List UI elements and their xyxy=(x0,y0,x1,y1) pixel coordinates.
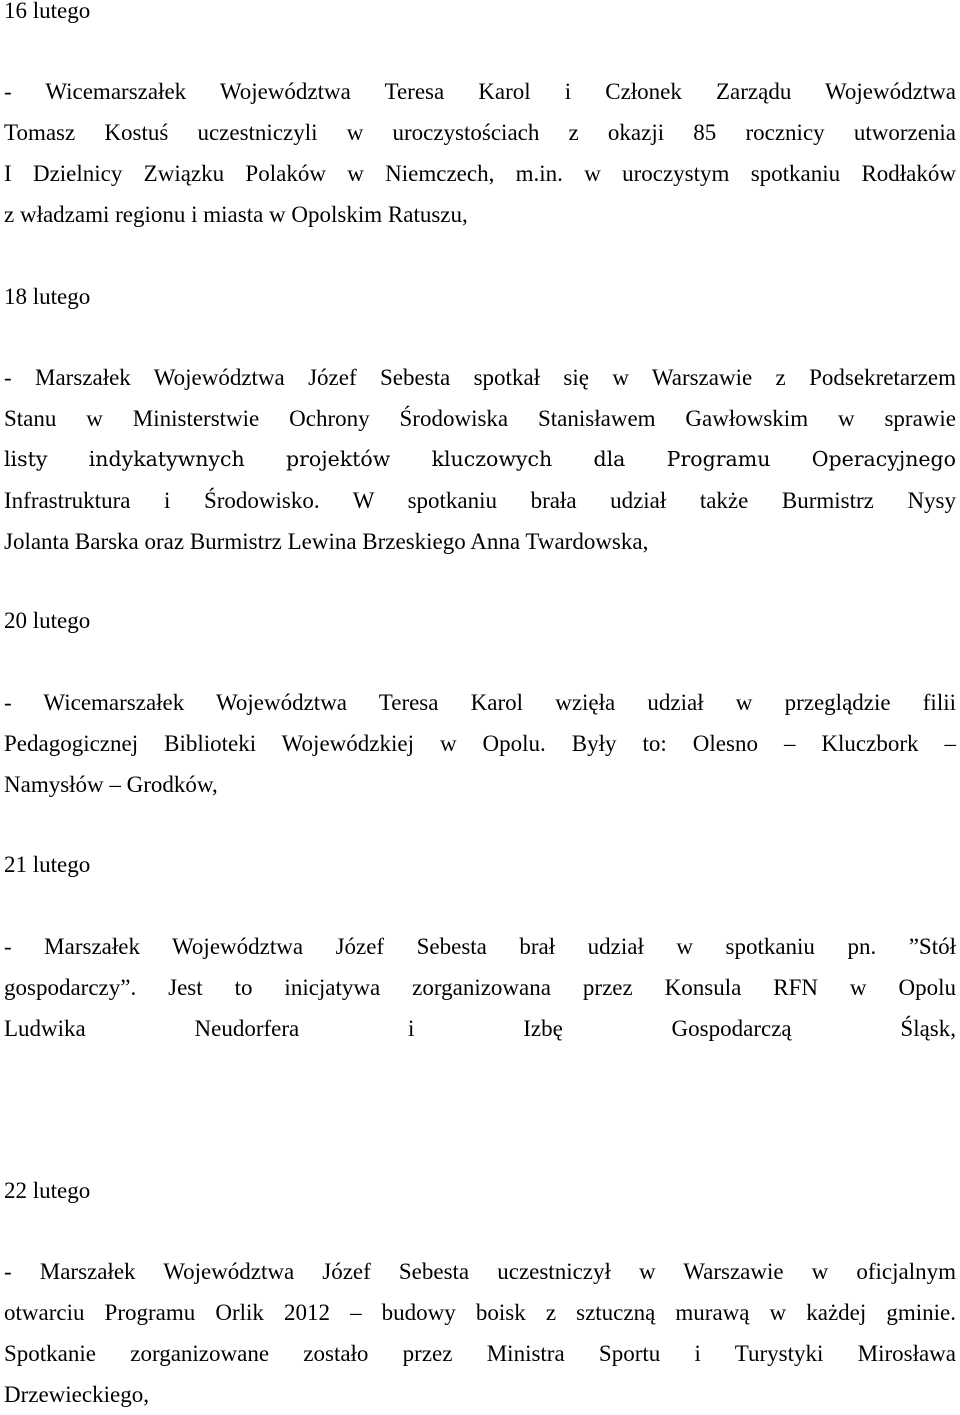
paragraph-line: - Wicemarszałek Województwa Teresa Karol wzięła udział w przeglądzie filii xyxy=(4,690,956,715)
paragraph-line: - Marszałek Województwa Józef Sebesta spotkał się w Warszawie z Podsekretarzem xyxy=(4,365,956,390)
paragraph-line: z władzami regionu i miasta w Opolskim Ratuszu, xyxy=(4,202,468,227)
paragraph-line: Namysłów – Grodków, xyxy=(4,772,218,797)
paragraph-line: Spotkanie zorganizowane zostało przez Ministra Sportu i Turystyki Mirosława xyxy=(4,1341,956,1366)
paragraph-line: Ludwika Neudorfera i Izbę Gospodarczą Śląsk, xyxy=(4,1016,956,1041)
paragraph-line: Jolanta Barska oraz Burmistrz Lewina Brzeskiego Anna Twardowska, xyxy=(4,529,649,554)
entry-paragraph xyxy=(4,1251,956,1415)
paragraph-line: Pedagogicznej Biblioteki Wojewódzkiej w Opolu. Były to: Olesno – Kluczbork – xyxy=(4,731,956,756)
entry-paragraph xyxy=(4,926,956,1049)
entry-date: 21 lutego xyxy=(4,852,91,877)
entry-date: 20 lutego xyxy=(4,608,91,633)
paragraph-line: otwarciu Programu Orlik 2012 – budowy boisk z sztuczną murawą w każdej gminie. xyxy=(4,1300,956,1325)
paragraph-line: Drzewieckiego, xyxy=(4,1382,149,1407)
paragraph-line: - Marszałek Województwa Józef Sebesta uczestniczył w Warszawie w oficjalnym xyxy=(4,1259,956,1284)
entry-paragraph xyxy=(4,71,956,235)
paragraph-line: listy indykatywnych projektów kluczowych dla Programu Operacyjnego xyxy=(4,447,956,471)
paragraph-line: Stanu w Ministerstwie Ochrony Środowiska Stanisławem Gawłowskim w sprawie xyxy=(4,406,956,431)
entry-paragraph xyxy=(4,682,956,805)
entry-date: 16 lutego xyxy=(4,0,91,23)
paragraph-line: I Dzielnicy Związku Polaków w Niemczech, m.in. w uroczystym spotkaniu Rodłaków xyxy=(4,161,956,186)
paragraph-line: Tomasz Kostuś uczestniczyli w uroczystościach z okazji 85 rocznicy utworzenia xyxy=(4,120,956,145)
paragraph-line: gospodarczy”. Jest to inicjatywa zorganizowana przez Konsula RFN w Opolu xyxy=(4,975,956,1000)
entry-date: 22 lutego xyxy=(4,1178,91,1203)
paragraph-line: - Marszałek Województwa Józef Sebesta brał udział w spotkaniu pn. ”Stół xyxy=(4,934,956,959)
entry-paragraph xyxy=(4,357,956,562)
entry-date: 18 lutego xyxy=(4,284,91,309)
paragraph-line: - Wicemarszałek Województwa Teresa Karol i Członek Zarządu Województwa xyxy=(4,79,956,104)
paragraph-line: Infrastruktura i Środowisko. W spotkaniu brała udział także Burmistrz Nysy xyxy=(4,488,956,513)
